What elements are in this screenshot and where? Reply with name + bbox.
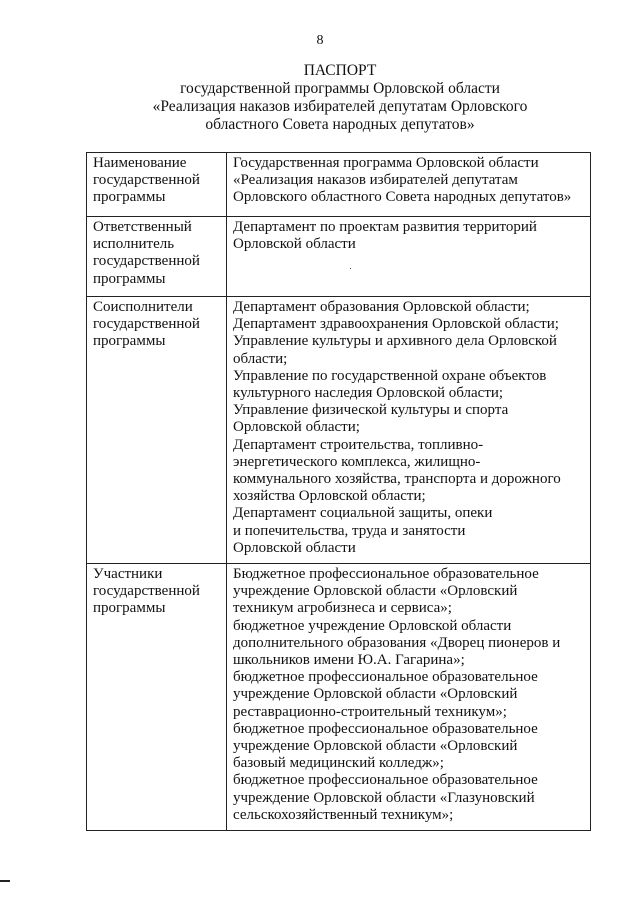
row-label-line: программы — [93, 189, 166, 206]
row-label-line: исполнитель — [93, 236, 175, 253]
row-content-line: хозяйства Орловской области; — [233, 488, 426, 505]
page-number: 8 — [316, 33, 324, 48]
row-content-line: Департамент образования Орловской области; — [233, 299, 530, 315]
row-content-cell — [227, 217, 591, 297]
scan-artifact — [350, 268, 351, 269]
table-row — [87, 297, 591, 564]
row-content-line: Орловской области — [233, 539, 356, 556]
row-content-line: бюджетное профессиональное образовательное — [233, 720, 538, 737]
row-content-line: Орловской области; — [233, 419, 360, 436]
row-content-line: учреждение Орловской области «Орловский — [233, 738, 518, 755]
row-label-line: Наименование — [93, 155, 187, 171]
row-content-line: Орловской области — [233, 236, 356, 253]
row-content-line: учреждение Орловской области «Орловский — [233, 583, 518, 600]
margin-mark — [0, 880, 10, 882]
title-line: ПАСПОРТ — [303, 62, 377, 79]
row-label-cell — [87, 297, 227, 564]
row-content-line: Департамент здравоохранения Орловской области; — [233, 316, 559, 333]
row-content-line: области; — [233, 350, 288, 367]
row-label-cell — [87, 217, 227, 297]
title-line: государственной программы Орловской области — [180, 80, 500, 97]
document-title — [90, 62, 590, 134]
row-label-line: программы — [93, 333, 166, 350]
table-row — [87, 153, 591, 217]
row-content-line: Департамент социальной защиты, опеки — [233, 505, 493, 522]
row-content-line: бюджетное учреждение Орловской области — [233, 617, 512, 634]
row-content-line: учреждение Орловской области «Орловский — [233, 686, 518, 703]
row-content-cell — [227, 153, 591, 217]
row-label-line: государственной — [93, 253, 200, 270]
row-content-line: дополнительного образования «Дворец пионеров и — [233, 634, 561, 651]
title-line: областного Совета народных депутатов» — [205, 116, 475, 133]
row-content-line: культурного наследия Орловской области; — [233, 385, 504, 402]
row-label-line: Ответственный — [93, 219, 192, 235]
row-content-line: Бюджетное профессиональное образовательное — [233, 566, 539, 583]
row-content-line: бюджетное профессиональное образовательное — [233, 669, 538, 686]
row-content-line: реставрационно-строительный техникум»; — [233, 703, 507, 720]
row-content-cell — [227, 564, 591, 831]
row-label-line: государственной — [93, 583, 200, 600]
row-label-line: Участники — [93, 566, 163, 583]
row-content-line: Департамент строительства, топливно- — [233, 436, 484, 453]
table-row — [87, 217, 591, 297]
passport-table — [86, 152, 591, 831]
row-label-line: Соисполнители — [93, 299, 193, 315]
row-content-line: бюджетное профессиональное образовательное — [233, 772, 538, 789]
row-content-line: Управление культуры и архивного дела Орловской — [233, 333, 557, 350]
row-content-line: базовый медицинский колледж»; — [233, 755, 444, 772]
row-content-line: энергетического комплекса, жилищно- — [233, 453, 481, 470]
row-label-line: государственной — [93, 316, 200, 333]
row-content-line: Государственная программа Орловской области — [233, 155, 539, 171]
row-content-line: техникум агробизнеса и сервиса»; — [233, 600, 452, 617]
row-label-cell — [87, 153, 227, 217]
title-line: «Реализация наказов избирателей депутатам Орловского — [152, 98, 528, 115]
table-row — [87, 564, 591, 831]
row-content-line: сельскохозяйственный техникум»; — [233, 806, 454, 823]
row-content-line: «Реализация наказов избирателей депутатам — [233, 172, 518, 189]
row-label-cell — [87, 564, 227, 831]
row-content-line: школьников имени Ю.А. Гагарина»; — [233, 652, 465, 669]
row-label-line: государственной — [93, 172, 200, 189]
row-content-line: Орловского областного Совета народных депутатов» — [233, 189, 572, 206]
row-content-line: и попечительства, труда и занятости — [233, 522, 466, 539]
row-label-line: программы — [93, 600, 166, 617]
row-label-line: программы — [93, 270, 166, 287]
row-content-line: Департамент по проектам развития территорий — [233, 219, 537, 235]
row-content-cell — [227, 297, 591, 564]
row-content-line: Управление по государственной охране объектов — [233, 367, 547, 384]
row-content-line: коммунального хозяйства, транспорта и дорожного — [233, 471, 561, 488]
row-content-line: учреждение Орловской области «Глазуновский — [233, 789, 535, 806]
row-content-line: Управление физической культуры и спорта — [233, 402, 509, 419]
